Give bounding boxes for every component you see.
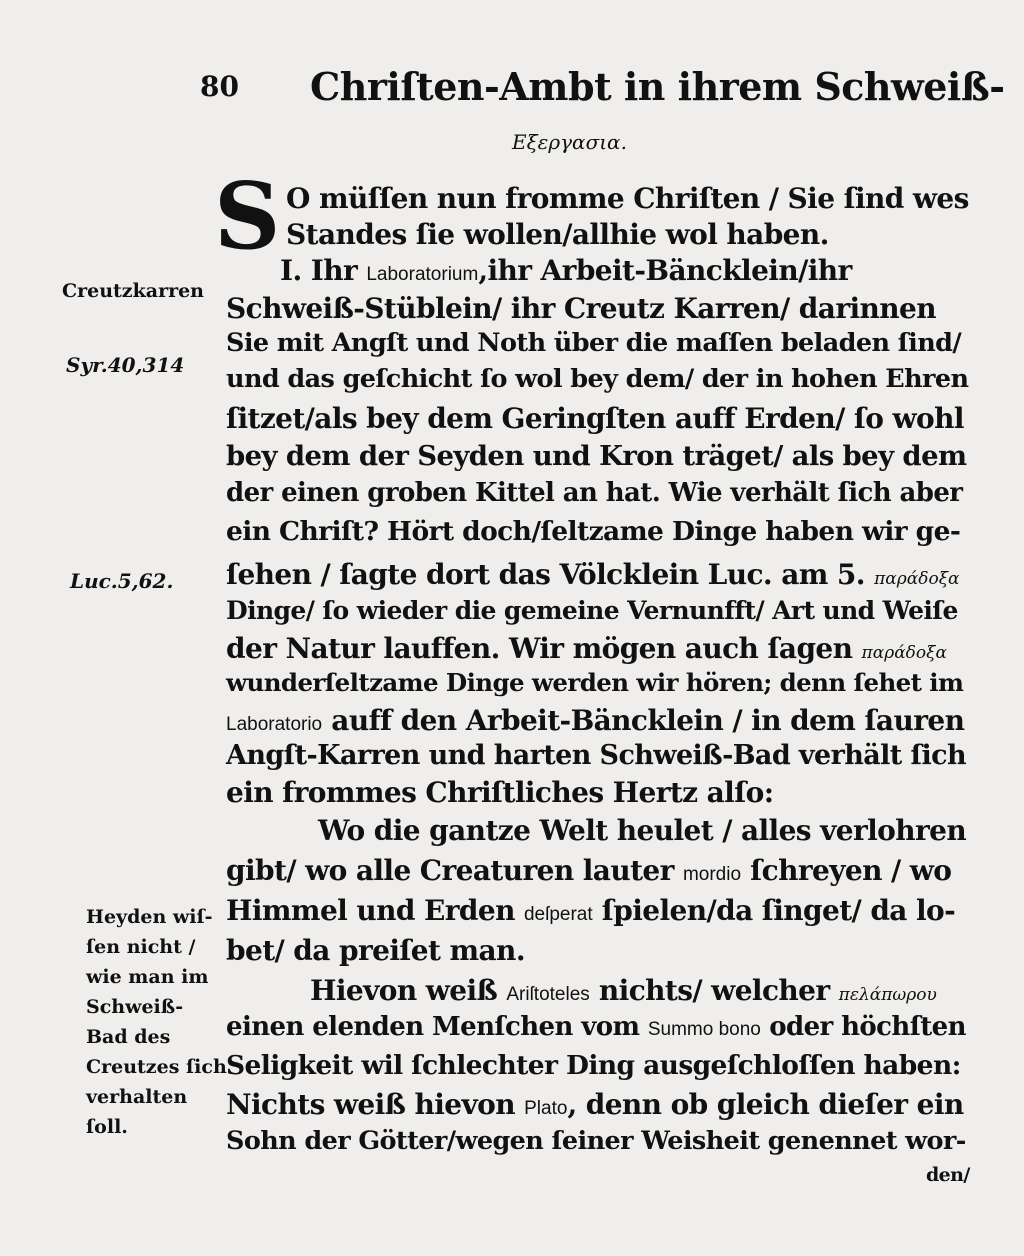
latin-term: deſperat [523, 904, 593, 925]
text-line: bey dem der Seyden und Kron träget/ als bey dem [226, 440, 967, 472]
latin-term: Summo bono [647, 1019, 761, 1040]
text-span: Nichts weiß hievon [226, 1088, 525, 1121]
greek-term: πελάπωρου [838, 985, 937, 1005]
text-span: ſehen / ſagte dort das Völcklein Luc. am 5. [226, 558, 875, 591]
text-span: , denn ob gleich dieſer ein [567, 1088, 964, 1121]
latin-term: Plato [524, 1098, 568, 1119]
latin-term: Laboratorium [366, 264, 479, 285]
margin-note-line: Bad des [86, 1026, 171, 1048]
text-span: auff den Arbeit-Bäncklein / in dem ſauren [322, 704, 965, 737]
text-line: ein Chriſt? Hört doch/ſeltzame Dinge haben wir ge- [226, 516, 961, 547]
latin-term: Ariſtoteles [506, 984, 590, 1005]
margin-note-luc: Luc.5,62. [70, 569, 174, 593]
text-line: wunderſeltzame Dinge werden wir hören; denn ſehet im [226, 668, 964, 697]
text-span: ſpielen/da ſinget/ da lo- [592, 894, 956, 927]
text-line: Sie mit Angſt und Noth über die maſſen beladen ſind/ [226, 328, 962, 358]
margin-note-line: wie man im [86, 966, 209, 988]
greek-term: παράδοξα [874, 569, 960, 589]
margin-note-line: ſoll. [86, 1116, 128, 1138]
margin-note-line: ſen nicht / [86, 936, 196, 958]
text-line: Schweiß-Stüblein/ ihr Creutz Karren/ darinnen [226, 292, 936, 325]
text-span: oder höchſten [760, 1012, 966, 1042]
text-line: Wo die gantze Welt heulet / alles verlohren [318, 814, 967, 847]
latin-term: mordio [682, 864, 742, 885]
margin-note-line: verhalten [86, 1086, 188, 1108]
text-line: und das geſchicht ſo wol bey dem/ der in hohen Ehren [226, 364, 969, 394]
margin-note-creutzkarren: Creutzkarren [62, 280, 204, 302]
bleed-through-text [230, 118, 240, 153]
text-line: ein frommes Chriſtliches Hertz alſo: [226, 776, 774, 809]
text-span: ſchreyen / wo [741, 854, 952, 887]
text-line [310, 974, 937, 1007]
text-line [226, 1012, 966, 1042]
text-line: ſitzet/als bey dem Geringſten auff Erden/ ſo wohl [226, 402, 964, 435]
text-span: der Natur lauffen. Wir mögen auch ſagen [226, 632, 862, 665]
text-line [226, 632, 947, 665]
text-line [226, 704, 964, 737]
margin-note-line: Heyden wiſ- [86, 906, 213, 928]
margin-note-heyden [86, 902, 227, 1142]
text-span: nichts/ welcher [589, 974, 839, 1007]
text-line: Angſt-Karren und harten Schweiß-Bad verhält ſich [226, 740, 966, 771]
page-header [200, 62, 1005, 114]
text-line: Seligkeit wil ſchlechter Ding ausgeſchloſſen haben: [226, 1050, 961, 1081]
greek-term: παράδοξα [861, 643, 947, 663]
text-span: ,ihr Arbeit-Bäncklein/ihr [478, 254, 852, 287]
text-line [226, 558, 960, 591]
text-span: I. Ihr [280, 254, 367, 287]
text-line: Dinge/ ſo wieder die gemeine Vernunfft/ Art und Weiſe [226, 596, 958, 625]
margin-note-line: Schweiß- [86, 996, 184, 1018]
latin-term: Laboratorio [226, 714, 323, 735]
text-line [280, 254, 852, 287]
section-subheading: Εξεργασια. [512, 130, 627, 154]
text-line: Standes ſie wollen/allhie wol haben. [286, 218, 829, 251]
text-span: einen elenden Menſchen vom [226, 1012, 648, 1042]
text-line [226, 894, 955, 927]
text-line: der einen groben Kittel an hat. Wie verhält ſich aber [226, 478, 963, 508]
text-span: Himmel und Erden [226, 894, 524, 927]
text-line [226, 1088, 964, 1121]
text-line [226, 854, 951, 887]
running-title: Chriſten-Ambt in ihrem Schweiß- [310, 64, 1005, 109]
text-line: bet/ da preiſet man. [226, 934, 525, 967]
page-number: 80 [200, 70, 239, 103]
margin-note-line: Creutzes ſich [86, 1056, 227, 1078]
text-line: O müſſen nun fromme Chriſten / Sie ſind wes [286, 182, 969, 215]
text-span: Hievon weiß [310, 974, 507, 1007]
text-span: gibt/ wo alle Creaturen lauter [226, 854, 683, 887]
text-line: Sohn der Götter/wegen ſeiner Weisheit genennet wor- [226, 1126, 966, 1156]
catchword: den/ [926, 1164, 970, 1186]
margin-note-syr: Syr.40,314 [66, 353, 185, 377]
drop-cap: S [214, 162, 281, 270]
